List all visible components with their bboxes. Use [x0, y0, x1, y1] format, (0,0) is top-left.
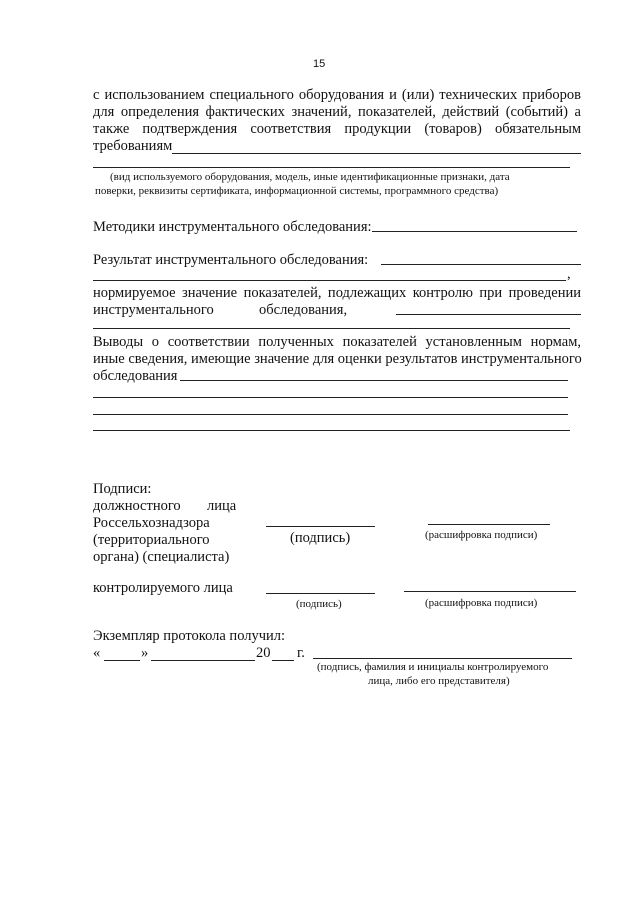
official-label-line-3: (территориального: [93, 532, 210, 548]
receipt-caption-line-1: (подпись, фамилия и инициалы контролируемого: [317, 661, 549, 673]
year-suffix: г.: [297, 645, 305, 661]
normative-fill-line-1[interactable]: [396, 314, 581, 315]
official-label-b: лица: [207, 498, 237, 514]
year-fill-line[interactable]: [272, 660, 294, 661]
controlled-signature-line[interactable]: [266, 593, 375, 594]
controlled-decoding-caption: (расшифровка подписи): [425, 597, 538, 609]
intro-line-1: с использованием специального оборудования и (или) технических приборов: [93, 87, 581, 103]
signatures-title: Подписи:: [93, 481, 152, 497]
intro-line-3: также подтверждения соответствия продукции (товаров) обязательным: [93, 121, 581, 137]
intro-line-4: требованиям: [93, 138, 173, 154]
result-comma: ,: [567, 266, 571, 282]
methods-fill-line[interactable]: [372, 231, 577, 232]
equipment-fill-line[interactable]: [93, 167, 570, 168]
receipt-caption-line-2: лица, либо его представителя): [368, 675, 510, 687]
conclusions-line-2: иные сведения, имеющие значение для оценки результатов инструментального: [93, 351, 582, 367]
normative-line-1: нормируемое значение показателей, подлежащих контролю при проведении: [93, 285, 581, 301]
official-label-line-4: органа) (специалиста): [93, 549, 230, 565]
intro-line-2: для определения фактических значений, показателей, действий (событий) а: [93, 104, 581, 120]
conclusions-fill-line-1[interactable]: [180, 380, 568, 381]
normative-fill-line-2[interactable]: [93, 328, 570, 329]
result-fill-line-2[interactable]: [93, 280, 566, 281]
official-signature-caption: (подпись): [290, 530, 351, 546]
conclusions-line-1: Выводы о соответствии полученных показателей установленным нормам,: [93, 334, 581, 350]
day-fill-line[interactable]: [104, 660, 140, 661]
equipment-note-line-2: поверки, реквизиты сертификата, информационной системы, программного средства): [95, 185, 499, 197]
quote-open: «: [93, 645, 101, 661]
conclusions-fill-line-2[interactable]: [93, 397, 568, 398]
official-signature-line[interactable]: [266, 526, 375, 527]
page-number: 15: [313, 58, 326, 70]
conclusions-line-3: обследования: [93, 368, 178, 384]
conclusions-fill-line-3[interactable]: [93, 414, 568, 415]
year-prefix: 20: [256, 645, 271, 661]
official-label-a: должностного: [93, 498, 181, 514]
receipt-signature-line[interactable]: [313, 658, 572, 659]
result-label: Результат инструментального обследования:: [93, 252, 369, 268]
requirements-fill-line[interactable]: [172, 153, 581, 154]
receipt-label: Экземпляр протокола получил:: [93, 628, 286, 644]
controlled-decoding-line[interactable]: [404, 591, 576, 592]
result-fill-line-1[interactable]: [381, 264, 581, 265]
month-fill-line[interactable]: [151, 660, 255, 661]
normative-line-2a: инструментального: [93, 302, 214, 318]
quote-close: »: [141, 645, 149, 661]
methods-label: Методики инструментального обследования:: [93, 219, 372, 235]
equipment-note-line-1: (вид используемого оборудования, модель, иные идентификационные признаки, дата: [110, 171, 510, 183]
official-label-line-2: Россельхознадзора: [93, 515, 210, 531]
controlled-person-label: контролируемого лица: [93, 580, 233, 596]
official-decoding-caption: (расшифровка подписи): [425, 529, 538, 541]
conclusions-fill-line-4[interactable]: [93, 430, 570, 431]
official-decoding-line[interactable]: [428, 524, 550, 525]
controlled-signature-caption: (подпись): [296, 598, 342, 610]
normative-line-2b: обследования,: [259, 302, 348, 318]
